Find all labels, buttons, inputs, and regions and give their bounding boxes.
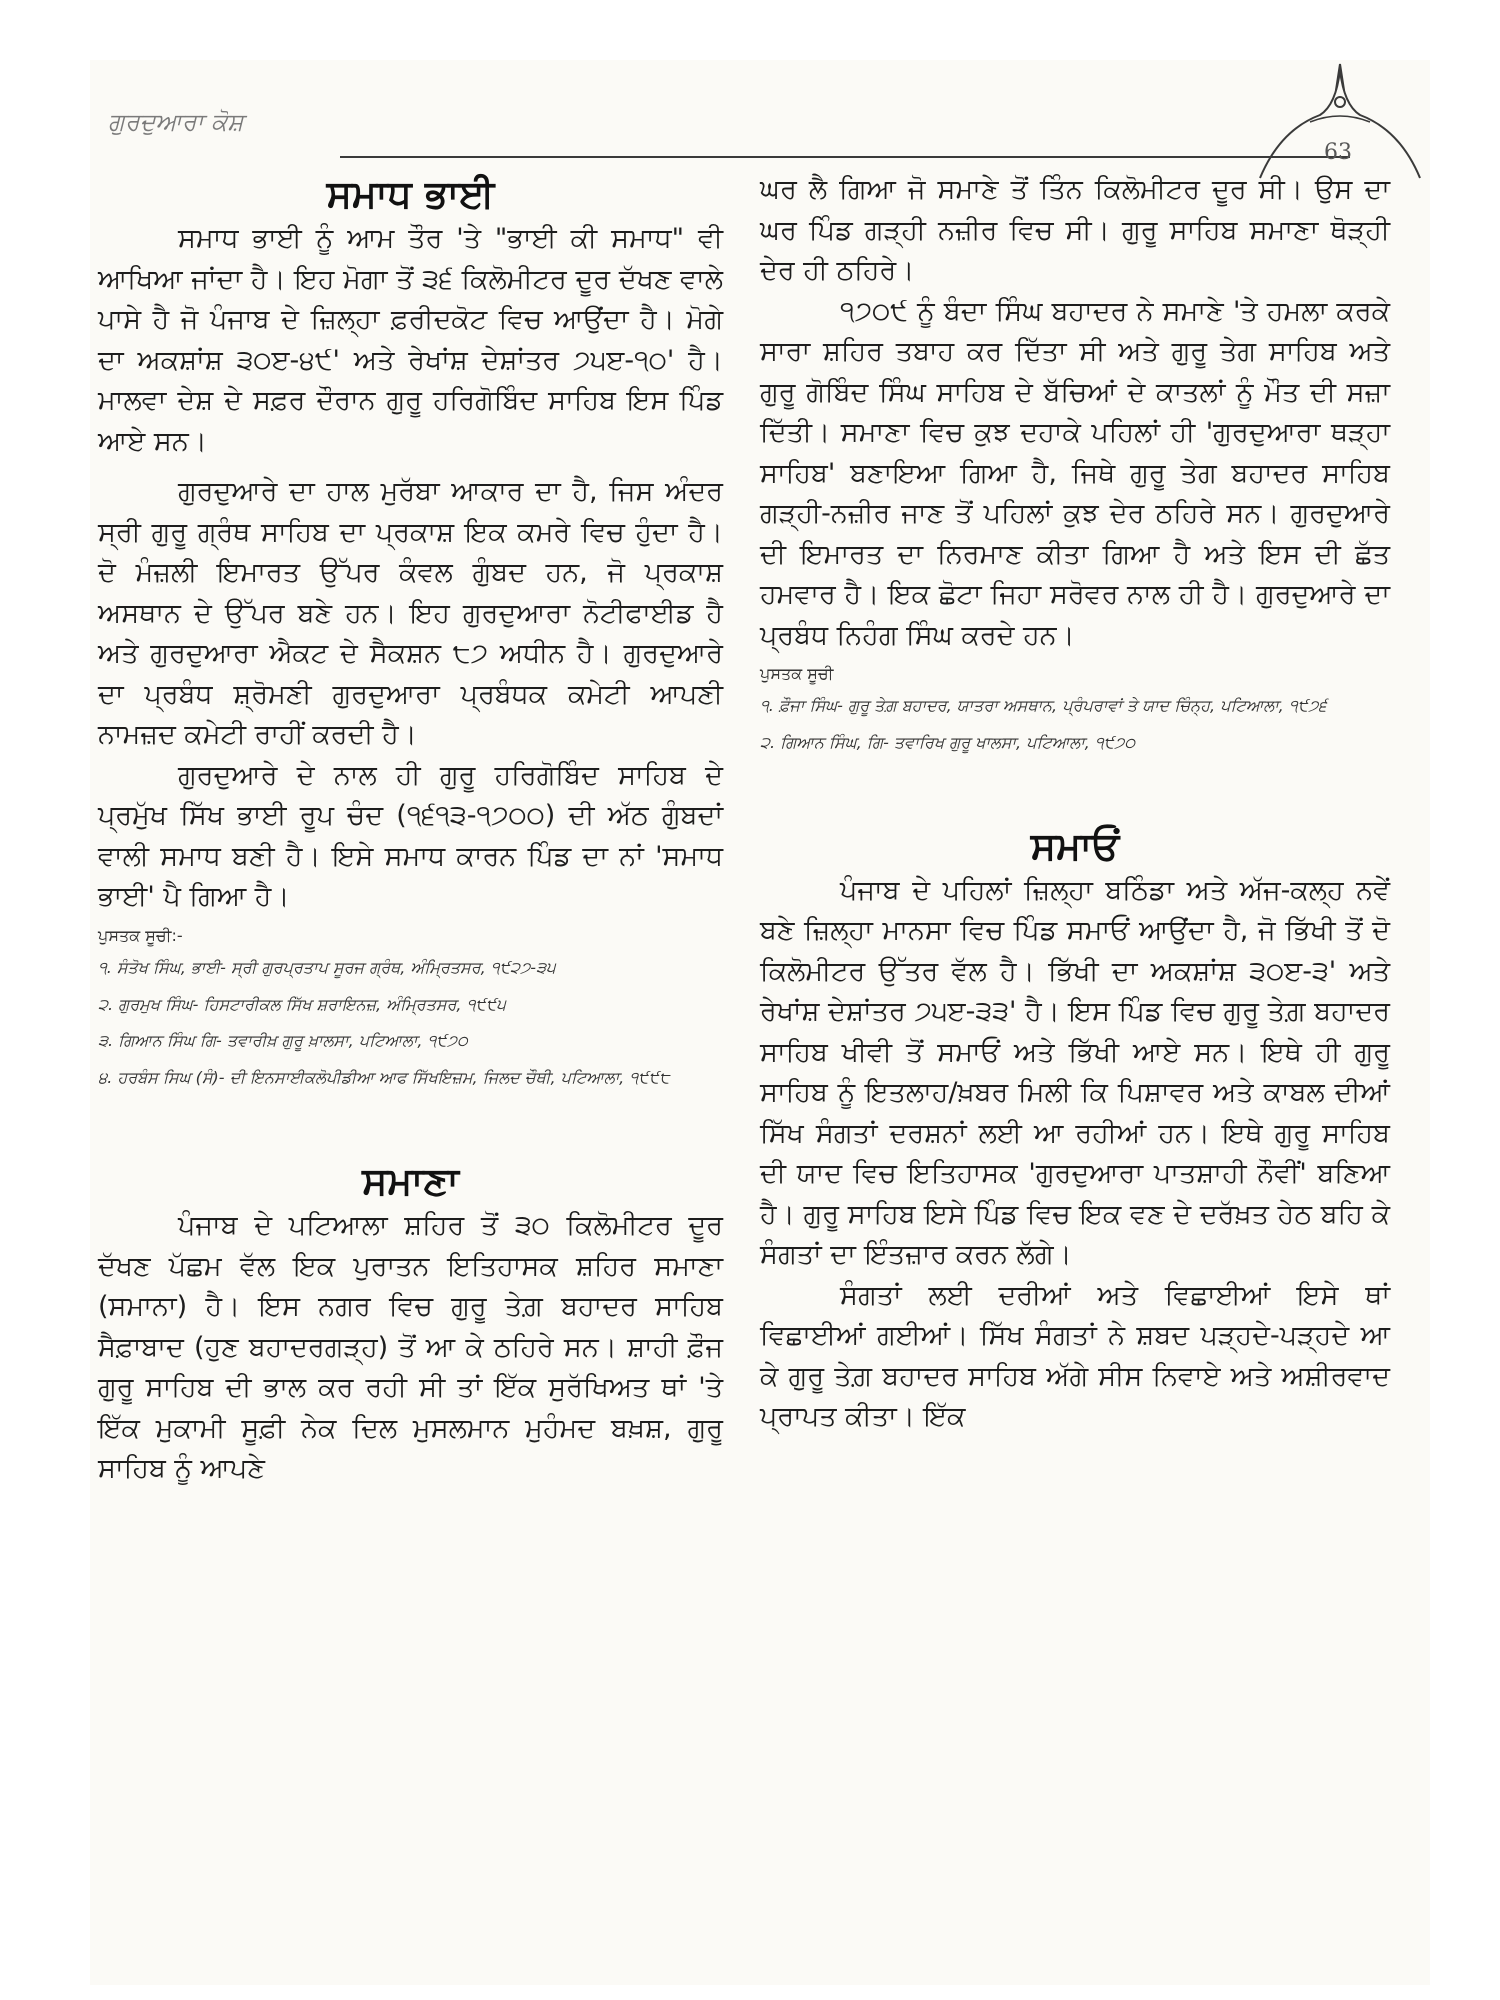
reference-item: ੪. ਹਰਬੰਸ ਸਿਘ (ਸੰ)- ਦੀ ਇਨਸਾਈਕਲੋਪੀਡੀਆ ਆਫ ਸਿੱਖਇਜ਼ਮ, ਜਿਲਦ ਚੌਥੀ, ਪਟਿਆਲਾ, ੧੯੯੮ — [98, 1068, 670, 1088]
right-column — [760, 170, 1390, 1438]
section-heading-samaon: ਸਮਾਓਂ — [1030, 823, 1120, 868]
paragraph: ਸੰਗਤਾਂ ਲਈ ਦਰੀਆਂ ਅਤੇ ਵਿਛਾਈਆਂ ਇਸੇ ਥਾਂ ਵਿਛਾਈਆਂ ਗਈਆਂ। ਸਿੱਖ ਸੰਗਤਾਂ ਨੇ ਸ਼ਬਦ ਪੜ੍ਹਦੇ-ਪੜ੍ਹਦੇ ਆ ਕੇ ਗੁਰੂ ਤੇਗ਼ ਬਹਾਦਰ ਸਾਹਿਬ ਅੱਗੇ ਸੀਸ ਨਿਵਾਏ ਅਤੇ ਅਸ਼ੀਰਵਾਦ ਪ੍ਰਾਪਤ ਕੀਤਾ। ਇੱਕ — [760, 1279, 1390, 1433]
running-title: ਗੁਰਦੁਆਰਾ ਕੋਸ਼ — [108, 108, 244, 136]
bibliography-title: ਪੁਸਤਕ ਸੂਚੀ:- — [98, 925, 183, 945]
book-page — [90, 60, 1430, 1985]
paragraph: ਪੰਜਾਬ ਦੇ ਪਟਿਆਲਾ ਸ਼ਹਿਰ ਤੋਂ ੩੦ ਕਿਲੋਮੀਟਰ ਦੂਰ ਦੱਖਣ ਪੱਛਮ ਵੱਲ ਇਕ ਪੁਰਾਤਨ ਇਤਿਹਾਸਕ ਸ਼ਹਿਰ ਸਮਾਣਾ (ਸਮਾਨਾ) ਹੈ। ਇਸ ਨਗਰ ਵਿਚ ਗੁਰੂ ਤੇਗ਼ ਬਹਾਦਰ ਸਾਹਿਬ ਸੈਫ਼ਾਬਾਦ (ਹੁਣ ਬਹਾਦਰਗੜ੍ਹ) ਤੋਂ ਆ ਕੇ ਠਹਿਰੇ ਸਨ। ਸ਼ਾਹੀ ਫ਼ੌਜ ਗੁਰੂ ਸਾਹਿਬ ਦੀ ਭਾਲ ਕਰ ਰਹੀ ਸੀ ਤਾਂ ਇੱਕ ਸੁਰੱਖਿਅਤ ਥਾਂ 'ਤੇ ਇੱਕ ਮੁਕਾਮੀ ਸੂਫ਼ੀ ਨੇਕ ਦਿਲ ਮੁਸਲਮਾਨ ਮੁਹੰਮਦ ਬਖ਼ਸ਼, ਗੁਰੂ ਸਾਹਿਬ ਨੂੰ ਆਪਣੇ — [98, 1210, 723, 1485]
reference-item: ੧. ਸੰਤੋਖ ਸਿੰਘ, ਭਾਈ- ਸ੍ਰੀ ਗੁਰਪ੍ਰਤਾਪ ਸੂਰਜ ਗ੍ਰੰਥ, ਅੰਮ੍ਰਿਤਸਰ, ੧੯੨੭-੩੫ — [98, 957, 556, 977]
reference-item: ੨. ਗੁਰਮੁਖ ਸਿੰਘ- ਹਿਸਟਾਰੀਕਲ ਸਿੱਖ ਸ਼ਰਾਇਨਜ਼, ਅੰਮ੍ਰਿਤਸਰ, ੧੯੯੫ — [98, 994, 506, 1014]
section-heading-samana: ਸਮਾਣਾ — [362, 1159, 459, 1204]
reference-item: ੨. ਗਿਆਨ ਸਿੰਘ, ਗਿ- ਤਵਾਰਿਖ ਗੁਰੂ ਖਾਲਸਾ, ਪਟਿਆਲਾ, ੧੯੭੦ — [760, 732, 1136, 752]
bibliography-title: ਪੁਸਤਕ ਸੂਚੀ — [760, 664, 834, 683]
reference-item: ੩. ਗਿਆਨ ਸਿੰਘ ਗਿ- ਤਵਾਰੀਖ਼ ਗੁਰੂ ਖ਼ਾਲਸਾ, ਪਟਿਆਲਾ, ੧੯੭੦ — [98, 1031, 468, 1051]
reference-item: ੧. ਫ਼ੌਜਾ ਸਿੰਘ- ਗੁਰੂ ਤੇਗ਼ ਬਹਾਦਰ, ਯਾਤਰਾ ਅਸਥਾਨ, ਪ੍ਰੰਪਰਾਵਾਂ ਤੇ ਯਾਦ ਚਿੰਨ੍ਹ, ਪਟਿਆਲਾ, ੧੯੭੬ — [760, 696, 1327, 715]
paragraph: ਸਮਾਧ ਭਾਈ ਨੂੰ ਆਮ ਤੌਰ 'ਤੇ "ਭਾਈ ਕੀ ਸਮਾਧ" ਵੀ ਆਖਿਆ ਜਾਂਦਾ ਹੈ। ਇਹ ਮੋਗਾ ਤੋਂ ੩੬ ਕਿਲੋਮੀਟਰ ਦੂਰ ਦੱਖਣ ਵਾਲੇ ਪਾਸੇ ਹੈ ਜੋ ਪੰਜਾਬ ਦੇ ਜ਼ਿਲ੍ਹਾ ਫ਼ਰੀਦਕੋਟ ਵਿਚ ਆਉਂਦਾ ਹੈ। ਮੋਗੇ ਦਾ ਅਕਸ਼ਾਂਸ਼ ੩੦ੲ-੪੯' ਅਤੇ ਰੇਖਾਂਸ਼ ਦੇਸ਼ਾਂਤਰ ੭੫ੲ-੧੦' ਹੈ। ਮਾਲਵਾ ਦੇਸ਼ ਦੇ ਸਫ਼ਰ ਦੌਰਾਨ ਗੁਰੂ ਹਰਿਗੋਬਿੰਦ ਸਾਹਿਬ ਇਸ ਪਿੰਡ ਆਏ ਸਨ। — [98, 223, 723, 457]
paragraph: ਗੁਰਦੁਆਰੇ ਦਾ ਹਾਲ ਮੁਰੱਬਾ ਆਕਾਰ ਦਾ ਹੈ, ਜਿਸ ਅੰਦਰ ਸ੍ਰੀ ਗੁਰੂ ਗ੍ਰੰਥ ਸਾਹਿਬ ਦਾ ਪ੍ਰਕਾਸ਼ ਇਕ ਕਮਰੇ ਵਿਚ ਹੁੰਦਾ ਹੈ। ਦੋ ਮੰਜ਼ਲੀ ਇਮਾਰਤ ਉੱਪਰ ਕੰਵਲ ਗੁੰਬਦ ਹਨ, ਜੋ ਪ੍ਰਕਾਸ਼ ਅਸਥਾਨ ਦੇ ਉੱਪਰ ਬਣੇ ਹਨ। ਇਹ ਗੁਰਦੁਆਰਾ ਨੋਟੀਫਾਈਡ ਹੈ ਅਤੇ ਗੁਰਦੁਆਰਾ ਐਕਟ ਦੇ ਸੈਕਸ਼ਨ ੮੭ ਅਧੀਨ ਹੈ। ਗੁਰਦੁਆਰੇ ਦਾ ਪ੍ਰਬੰਧ ਸ਼੍ਰੋਮਣੀ ਗੁਰਦੁਆਰਾ ਪ੍ਰਬੰਧਕ ਕਮੇਟੀ ਆਪਣੀ ਨਾਮਜ਼ਦ ਕਮੇਟੀ ਰਾਹੀਂ ਕਰਦੀ ਹੈ। — [98, 476, 723, 751]
header-rule — [340, 156, 1350, 158]
paragraph: ਪੰਜਾਬ ਦੇ ਪਹਿਲਾਂ ਜ਼ਿਲ੍ਹਾ ਬਠਿੰਡਾ ਅਤੇ ਅੱਜ-ਕਲ੍ਹ ਨਵੇਂ ਬਣੇ ਜ਼ਿਲ੍ਹਾ ਮਾਨਸਾ ਵਿਚ ਪਿੰਡ ਸਮਾਓਂ ਆਉਂਦਾ ਹੈ, ਜੋ ਭਿੱਖੀ ਤੋਂ ਦੋ ਕਿਲੋਮੀਟਰ ਉੱਤਰ ਵੱਲ ਹੈ। ਭਿੱਖੀ ਦਾ ਅਕਸ਼ਾਂਸ਼ ੩੦ੲ-੩' ਅਤੇ ਰੇਖਾਂਸ਼ ਦੇਸ਼ਾਂਤਰ ੭੫ੲ-੩੩' ਹੈ। ਇਸ ਪਿੰਡ ਵਿਚ ਗੁਰੂ ਤੇਗ਼ ਬਹਾਦਰ ਸਾਹਿਬ ਖੀਵੀ ਤੋਂ ਸਮਾਓਂ ਅਤੇ ਭਿੱਖੀ ਆਏ ਸਨ। ਇਥੇ ਹੀ ਗੁਰੂ ਸਾਹਿਬ ਨੂੰ ਇਤਲਾਹ/ਖ਼ਬਰ ਮਿਲੀ ਕਿ ਪਿਸ਼ਾਵਰ ਅਤੇ ਕਾਬਲ ਦੀਆਂ ਸਿੱਖ ਸੰਗਤਾਂ ਦਰਸ਼ਨਾਂ ਲਈ ਆ ਰਹੀਆਂ ਹਨ। ਇਥੇ ਗੁਰੂ ਸਾਹਿਬ ਦੀ ਯਾਦ ਵਿਚ ਇਤਿਹਾਸਕ 'ਗੁਰਦੁਆਰਾ ਪਾਤਸ਼ਾਹੀ ਨੌਵੀਂ' ਬਣਿਆ ਹੈ। ਗੁਰੂ ਸਾਹਿਬ ਇਸੇ ਪਿੰਡ ਵਿਚ ਇਕ ਵਣ ਦੇ ਦਰੱਖ਼ਤ ਹੇਠ ਬਹਿ ਕੇ ਸੰਗਤਾਂ ਦਾ ਇੰਤਜ਼ਾਰ ਕਰਨ ਲੱਗੇ। — [760, 874, 1390, 1271]
page-number: 63 — [1324, 140, 1352, 165]
paragraph: ਗੁਰਦੁਆਰੇ ਦੇ ਨਾਲ ਹੀ ਗੁਰੂ ਹਰਿਗੋਬਿੰਦ ਸਾਹਿਬ ਦੇ ਪ੍ਰਮੁੱਖ ਸਿੱਖ ਭਾਈ ਰੂਪ ਚੰਦ (੧੬੧੩-੧੭੦੦) ਦੀ ਅੱਠ ਗੁੰਬਦਾਂ ਵਾਲੀ ਸਮਾਧ ਬਣੀ ਹੈ। ਇਸੇ ਸਮਾਧ ਕਾਰਨ ਪਿੰਡ ਦਾ ਨਾਂ 'ਸਮਾਧ ਭਾਈ' ਪੈ ਗਿਆ ਹੈ। — [98, 759, 723, 913]
left-column — [98, 170, 723, 1490]
paragraph: ੧੭੦੯ ਨੂੰ ਬੰਦਾ ਸਿੰਘ ਬਹਾਦਰ ਨੇ ਸਮਾਣੇ 'ਤੇ ਹਮਲਾ ਕਰਕੇ ਸਾਰਾ ਸ਼ਹਿਰ ਤਬਾਹ ਕਰ ਦਿੱਤਾ ਸੀ ਅਤੇ ਗੁਰੂ ਤੇਗ ਸਾਹਿਬ ਅਤੇ ਗੁਰੂ ਗੋਬਿੰਦ ਸਿੰਘ ਸਾਹਿਬ ਦੇ ਬੱਚਿਆਂ ਦੇ ਕਾਤਲਾਂ ਨੂੰ ਮੌਤ ਦੀ ਸਜ਼ਾ ਦਿੱਤੀ। ਸਮਾਣਾ ਵਿਚ ਕੁਝ ਦਹਾਕੇ ਪਹਿਲਾਂ ਹੀ 'ਗੁਰਦੁਆਰਾ ਥੜ੍ਹਾ ਸਾਹਿਬ' ਬਣਾਇਆ ਗਿਆ ਹੈ, ਜਿਥੇ ਗੁਰੂ ਤੇਗ ਬਹਾਦਰ ਸਾਹਿਬ ਗੜ੍ਹੀ-ਨਜ਼ੀਰ ਜਾਣ ਤੋਂ ਪਹਿਲਾਂ ਕੁਝ ਦੇਰ ਠਹਿਰੇ ਸਨ। ਗੁਰਦੁਆਰੇ ਦੀ ਇਮਾਰਤ ਦਾ ਨਿਰਮਾਣ ਕੀਤਾ ਗਿਆ ਹੈ ਅਤੇ ਇਸ ਦੀ ਛੱਤ ਹਮਵਾਰ ਹੈ। ਇਕ ਛੋਟਾ ਜਿਹਾ ਸਰੋਵਰ ਨਾਲ ਹੀ ਹੈ। ਗੁਰਦੁਆਰੇ ਦਾ ਪ੍ਰਬੰਧ ਨਿਹੰਗ ਸਿੰਘ ਕਰਦੇ ਹਨ। — [760, 295, 1390, 651]
section-heading-samadh-bhai: ਸਮਾਧ ਭਾਈ — [326, 172, 495, 216]
paragraph: ਘਰ ਲੈ ਗਿਆ ਜੋ ਸਮਾਣੇ ਤੋਂ ਤਿੰਨ ਕਿਲੋਮੀਟਰ ਦੂਰ ਸੀ। ਉਸ ਦਾ ਘਰ ਪਿੰਡ ਗੜ੍ਹੀ ਨਜ਼ੀਰ ਵਿਚ ਸੀ। ਗੁਰੂ ਸਾਹਿਬ ਸਮਾਣਾ ਥੋੜ੍ਹੀ ਦੇਰ ਹੀ ਠਹਿਰੇ। — [760, 174, 1390, 286]
